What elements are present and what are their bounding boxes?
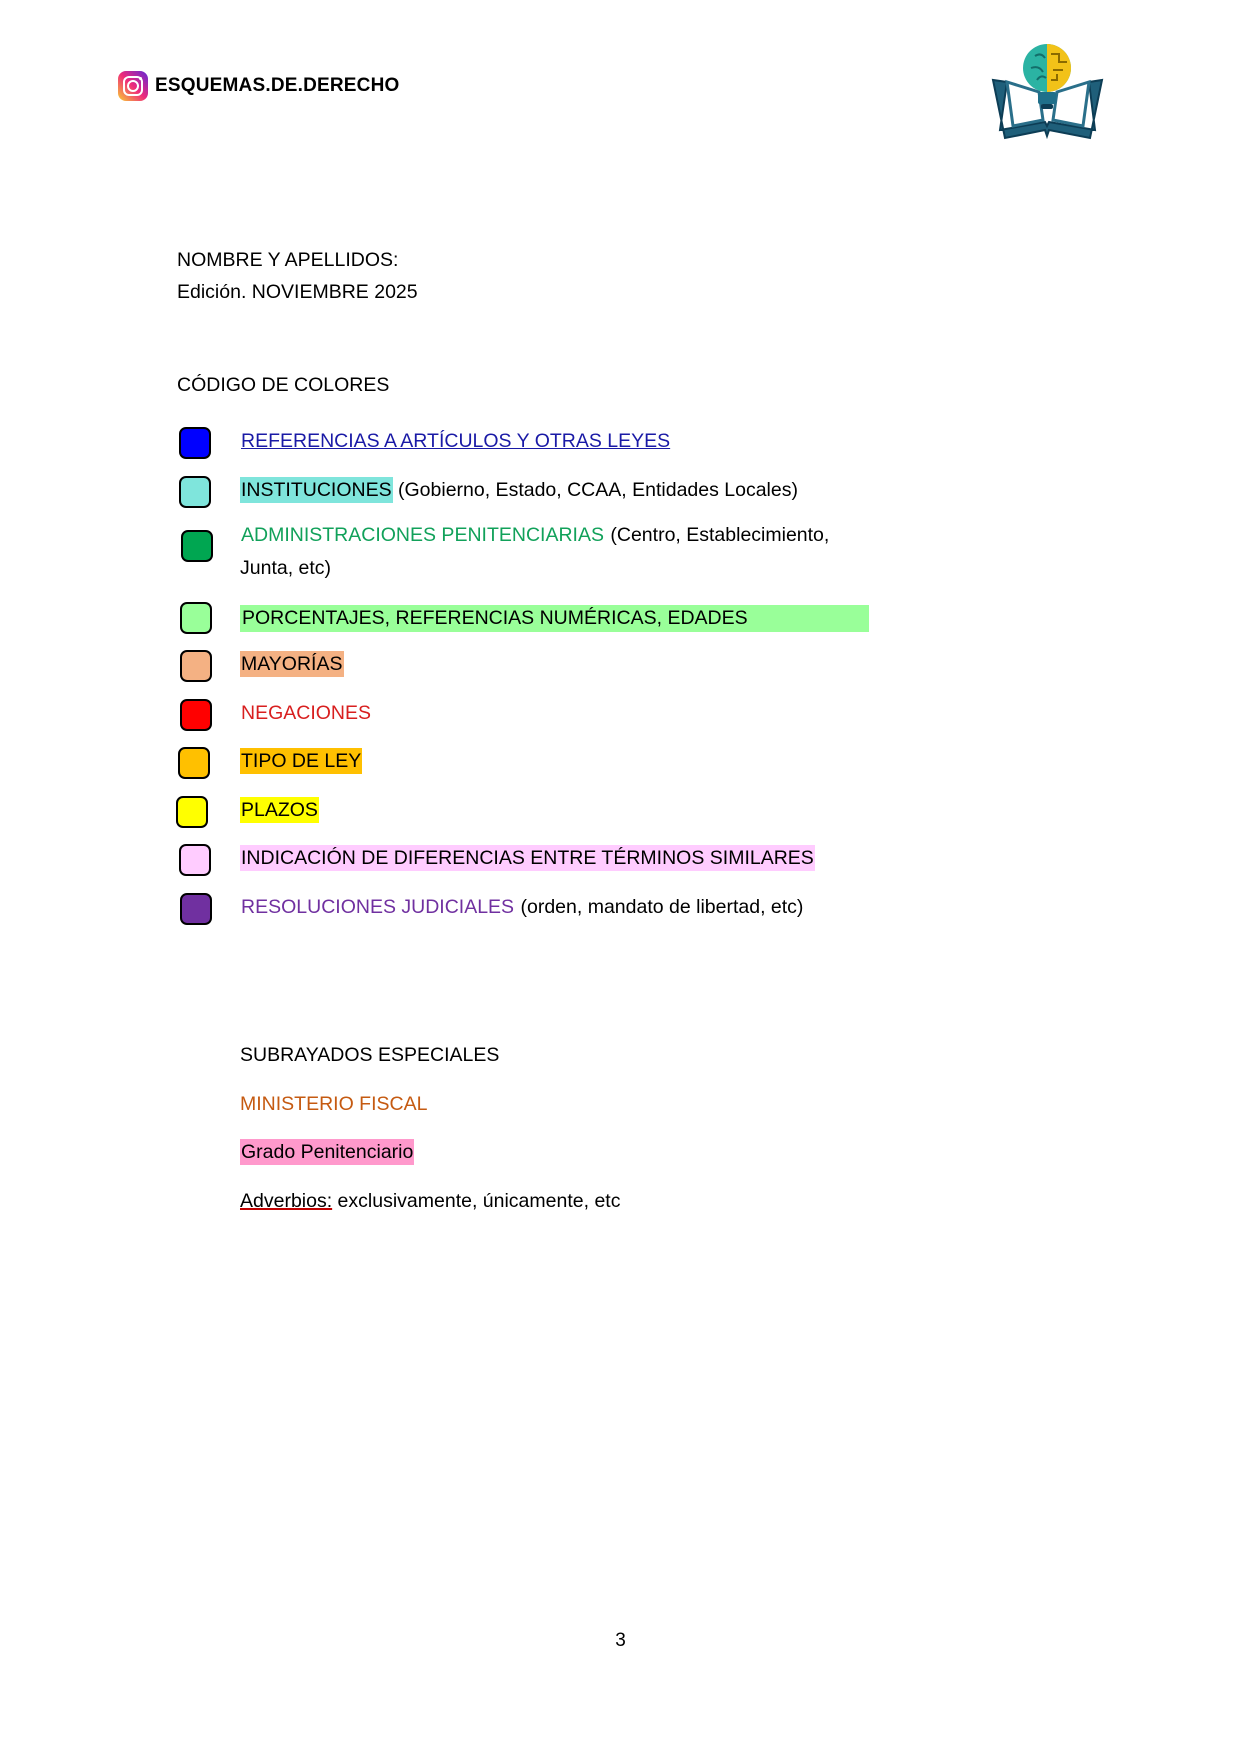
brand-name: ESQUEMAS.DE.DERECHO [155, 75, 400, 96]
color-swatch [179, 476, 211, 508]
legend-text [240, 750, 362, 773]
ministerio-fiscal-label: MINISTERIO FISCAL [240, 1093, 428, 1115]
legend-text [240, 479, 798, 502]
legend-label: RESOLUCIONES JUDICIALES [241, 896, 515, 918]
legend-label: PLAZOS [241, 799, 318, 821]
legend-text [240, 524, 829, 580]
color-swatch [180, 699, 212, 731]
grado-penitenciario-label: Grado Penitenciario [241, 1141, 414, 1163]
legend-extra: (Centro, Establecimiento, [604, 524, 830, 546]
legend-label: MAYORÍAS [241, 653, 343, 675]
color-swatch [180, 650, 212, 682]
legend-label: NEGACIONES [241, 702, 372, 724]
legend-extra: (orden, mandato de libertad, etc) [515, 896, 804, 918]
legend-text [240, 605, 869, 632]
legend-text [240, 430, 671, 453]
adverbios-line [240, 1190, 620, 1213]
legend-text [240, 653, 344, 676]
legend-text [240, 847, 815, 870]
legend-text [240, 799, 319, 822]
legend-label: INSTITUCIONES [241, 479, 392, 501]
legend-label: ADMINISTRACIONES PENITENCIARIAS [241, 524, 604, 546]
legend-extra-line2: Junta, etc) [240, 557, 332, 579]
legend-text [240, 896, 803, 919]
color-swatch [179, 844, 211, 876]
adverbios-label: Adverbios: [240, 1190, 333, 1212]
special-title: SUBRAYADOS ESPECIALES [240, 1044, 500, 1066]
legend-label: PORCENTAJES, REFERENCIAS NUMÉRICAS, EDADES [240, 605, 869, 632]
color-swatch [180, 893, 212, 925]
page-number: 3 [615, 1630, 626, 1651]
color-swatch [178, 747, 210, 779]
name-line: NOMBRE Y APELLIDOS: [177, 249, 399, 271]
color-swatch [180, 602, 212, 634]
instagram-icon [118, 71, 148, 101]
intro-block [177, 244, 418, 308]
legend-title: CÓDIGO DE COLORES [177, 374, 390, 396]
color-swatch [179, 427, 211, 459]
color-swatch [176, 796, 208, 828]
edition-line: Edición. NOVIEMBRE 2025 [177, 281, 418, 303]
legend-label: INDICACIÓN DE DIFERENCIAS ENTRE TÉRMINOS SIMILARES [241, 847, 814, 869]
adverbios-examples: exclusivamente, únicamente, etc [332, 1190, 621, 1212]
grado-penitenciario-line [240, 1141, 414, 1164]
legend-label: REFERENCIAS A ARTÍCULOS Y OTRAS LEYES [241, 430, 671, 452]
brain-lightbulb-book-logo [985, 38, 1110, 143]
color-swatch [181, 530, 213, 562]
legend-text [240, 702, 372, 725]
brand-header [118, 71, 400, 101]
legend-label: TIPO DE LEY [241, 750, 362, 772]
legend-extra: (Gobierno, Estado, CCAA, Entidades Locales) [392, 479, 798, 501]
